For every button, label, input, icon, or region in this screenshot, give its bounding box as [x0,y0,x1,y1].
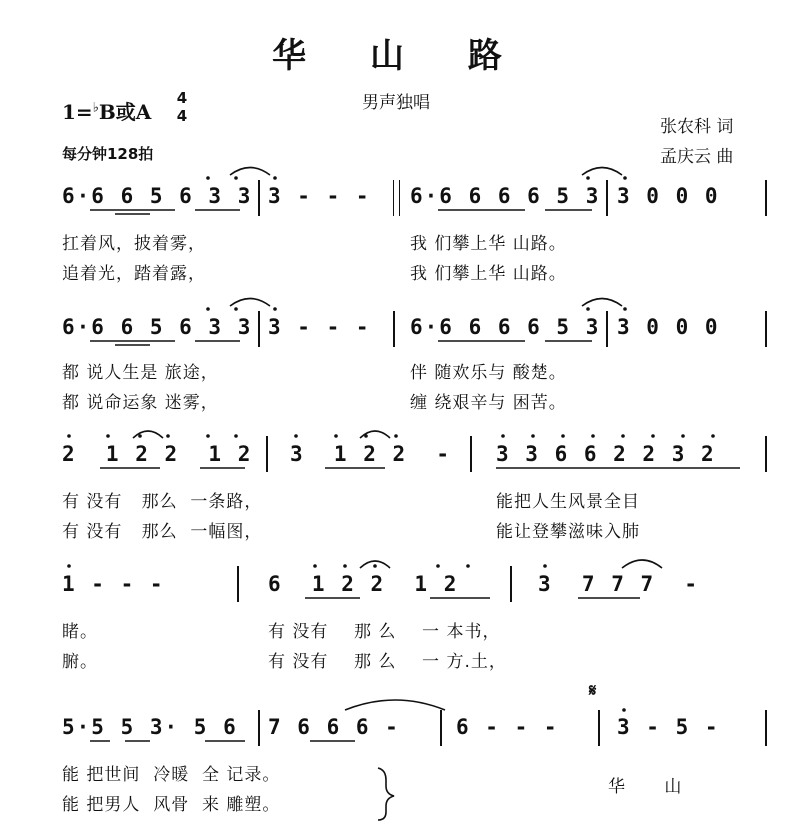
tie-arc [133,431,163,438]
tie-arc [230,168,270,176]
lyric-row1-verse1-a: 扛着风，披着雾， [62,234,206,254]
octave-dot [138,434,142,438]
lyric-row5-verse2: 能 把男人 风骨 来 雕塑。 [62,795,281,815]
octave-dot [586,176,590,180]
page-title: 华 山 路 [272,36,528,76]
notes-row5-measure4: 3 - 5 - [617,715,720,739]
notes-row3-measure3: 3 3 6 6 2 2 3 2 [496,442,716,466]
notes-row1-measure2: 3 - - - [268,184,371,208]
octave-dot [67,434,71,438]
lyric-row1-verse2-b: 我 们攀上华 山路。 [410,264,567,284]
octave-dot [273,307,277,311]
composer-credit: 孟庆云 曲 [660,147,734,167]
lyric-row2-verse2-b: 缠 绕艰辛与 困苦。 [410,393,567,413]
octave-dot [651,434,655,438]
tie-arc [345,700,445,710]
lyric-row3-verse1-b: 能把人生风景全目 [496,492,640,512]
notes-row4-measure2: 6 1 2 2 1 2 [268,572,459,596]
octave-dot [586,307,590,311]
octave-dot [364,434,368,438]
octave-dot [234,307,238,311]
notes-row5-measure1: 5·5 5 3· 5 6 [62,715,238,739]
lyric-row3-verse2-b: 能让登攀滋味入肺 [496,522,640,542]
lyric-row2-verse1-a: 都 说人生是 旅途， [62,363,219,383]
lyric-row1-verse2-a: 追着光，踏着露， [62,264,206,284]
lyricist-credit: 张农科 词 [660,117,734,137]
octave-dot [436,564,440,568]
octave-dot [711,434,715,438]
octave-dot [591,434,595,438]
tie-arc [622,560,662,568]
lyric-row1-verse1-b: 我 们攀上华 山路。 [410,234,567,254]
notes-row5-measure2: 7 6 6 6 - [268,715,400,739]
octave-dot [561,434,565,438]
notes-row2-measure1: 6·6 6 5 6 3 3 [62,315,253,339]
notes-row2-measure3: 6·6 6 6 6 5 3 [410,315,601,339]
octave-dot [466,564,470,568]
octave-dot [623,176,627,180]
flat-sign: ♭ [92,100,99,116]
octave-dot [373,564,377,568]
brace [378,768,394,820]
octave-dot [623,307,627,311]
lyric-row2-verse2-a: 都 说命运象 迷雾， [62,393,219,413]
octave-dot [206,307,210,311]
notes-row3-measure1: 2 1 2 2 1 2 [62,442,253,466]
octave-dot [206,176,210,180]
octave-dot [313,564,317,568]
octave-dot [206,434,210,438]
tie-arc [582,168,622,176]
notes-row2-measure2: 3 - - - [268,315,371,339]
octave-dot [294,434,298,438]
notes-row1-measure4: 3 0 0 0 [617,184,720,208]
time-bottom: 4 [176,107,188,125]
octave-dot [543,564,547,568]
tie-arc [230,299,270,307]
key-prefix: 1= [62,100,93,124]
octave-dot [621,434,625,438]
octave-dot [234,434,238,438]
notes-row5-measure3: 6 - - - [456,715,559,739]
notes-row4-measure1: 1 - - - [62,572,165,596]
lyric-row2-verse1-b: 伴 随欢乐与 酸楚。 [410,363,567,383]
octave-dot [501,434,505,438]
lyric-row4-verse2-b: 有 没有 那 么 一 方.土， [268,652,507,672]
tempo-marking: 每分钟128拍 [62,145,154,163]
octave-dot [234,176,238,180]
lyric-row4-verse1-a: 睹。 [62,622,98,642]
segno-sign: 𝄋 [589,681,597,701]
octave-dot [343,564,347,568]
octave-dot [106,434,110,438]
notes-row3-measure2: 3 1 2 2 - [290,442,452,466]
tie-arc [582,299,622,307]
notes-row1-measure1: 6·6 6 5 6 3 3 [62,184,253,208]
lyric-row3-verse2-a: 有 没有 那么 一幅图， [62,522,263,542]
subtitle: 男声独唱 [362,93,430,113]
notes-row2-measure4: 3 0 0 0 [617,315,720,339]
lyric-row4-verse2-a: 腑。 [62,652,98,672]
octave-dot [531,434,535,438]
notes-row1-measure3: 6·6 6 6 6 5 3 [410,184,601,208]
octave-dot [334,434,338,438]
octave-dot [166,434,170,438]
octave-dot [622,708,626,712]
octave-dot [273,176,277,180]
time-top: 4 [176,89,188,107]
notes-row4-measure3: 3 7 7 7 - [538,572,700,596]
octave-dot [67,564,71,568]
lyric-row5-chorus: 华 山 [608,777,683,797]
octave-dot [681,434,685,438]
key-text: B或A [98,100,152,124]
lyric-row4-verse1-b: 有 没有 那 么 一 本书， [268,622,501,642]
octave-dot [394,434,398,438]
lyric-row5-verse1: 能 把世间 冷暖 全 记录。 [62,765,281,785]
lyric-row3-verse1-a: 有 没有 那么 一条路， [62,492,263,512]
